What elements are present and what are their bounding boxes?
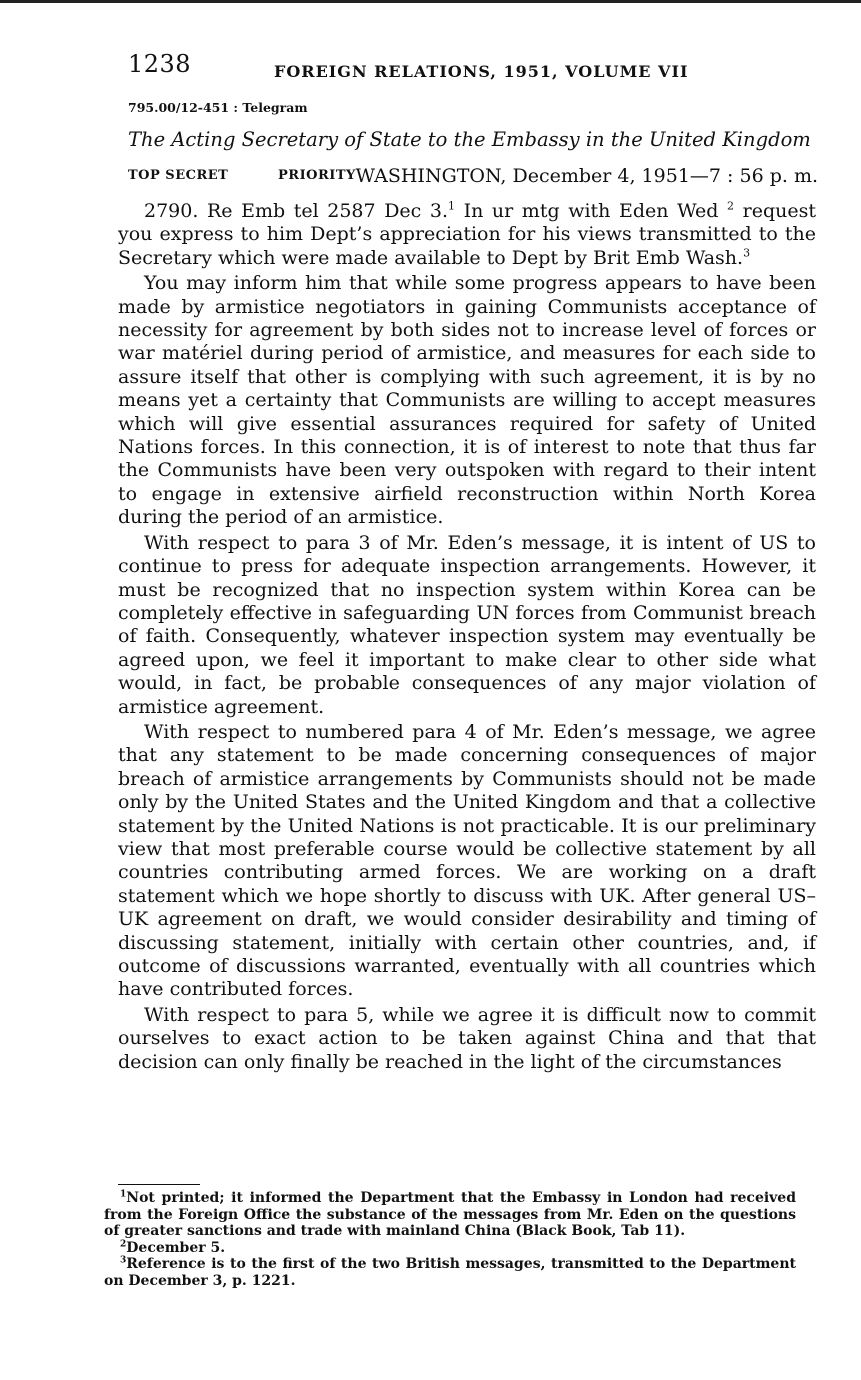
- footnote-1: [104, 1190, 796, 1240]
- footnotes: [104, 1190, 796, 1289]
- running-head: [128, 50, 818, 90]
- footnote-ref-2: 2: [727, 199, 735, 213]
- paragraph-1-part-a: 2790. Re Emb tel 2587 Dec 3.: [144, 200, 449, 222]
- footnote-2: [104, 1240, 796, 1257]
- paragraph-1: [118, 200, 816, 270]
- paragraph-1-part-b: In ur mtg with Eden Wed: [455, 200, 728, 222]
- paragraph-1-part-c: request you express to him Dept’s appreciation for his views transmitted to the Secretary which were made available to Dept by Brit Emb Wash.: [118, 200, 816, 269]
- page-number: 1238: [128, 50, 192, 78]
- paragraph-5: With respect to para 5, while we agree it is difficult now to commit ourselves to exact action to be taken against China and that that decision can only finally be reached in the light of the circumstances: [118, 1003, 816, 1073]
- footnote-1-mark: 1: [120, 1189, 127, 1200]
- footnote-2-mark: 2: [120, 1238, 127, 1249]
- classification-label: TOP SECRET: [128, 168, 229, 183]
- dateline: WASHINGTON, December 4, 1951—7 : 56 p. m.: [355, 165, 818, 187]
- footnote-ref-3: 3: [743, 246, 751, 260]
- running-title: FOREIGN RELATIONS, 1951, VOLUME VII: [274, 62, 689, 81]
- footnote-3-text: Reference is to the first of the two British messages, transmitted to the Department on December 3, p. 1221.: [104, 1256, 796, 1289]
- paragraph-4: With respect to numbered para 4 of Mr. Eden’s message, we agree that any statement to be made concerning consequences of major breach of armistice arrangements by Communists should not be made only by the United States and the United Kingdom and that a collective statement by the United Nations is not practicable. It is our preliminary view that most preferable course would be collective statement by all countries contributing armed forces. We are working on a draft statement which we hope shortly to discuss with UK. After general US–UK agreement on draft, we would consider desirability and timing of discussing statement, initially with certain other countries, and, if outcome of discussions warranted, eventually with all countries which have contributed forces.: [118, 720, 816, 1001]
- document-meta: [128, 165, 818, 198]
- page-top-edge: [0, 0, 861, 3]
- document-id: 795.00/12-451 : Telegram: [128, 100, 308, 115]
- document-title: The Acting Secretary of State to the Embassy in the United Kingdom: [128, 128, 811, 151]
- telegram-body: [118, 200, 816, 1076]
- footnote-3: [104, 1256, 796, 1289]
- footnote-divider: [118, 1184, 200, 1185]
- footnote-ref-1: 1: [448, 199, 456, 213]
- footnote-2-text: December 5.: [126, 1239, 226, 1256]
- footnote-3-mark: 3: [120, 1255, 127, 1266]
- footnote-1-text: Not printed; it informed the Department that the Embassy in London had received from the Foreign Office the substance of the messages from Mr. Eden on the questions of greater sanctions and trade with mainland China (Black Book, Tab 11).: [104, 1190, 796, 1239]
- paragraph-2: You may inform him that while some progress appears to have been made by armistice negotiators in gaining Communists acceptance of necessity for agreement by both sides not to increase level of forces or war matériel during period of armistice, and measures for each side to assure itself that other is complying with such agreement, it is by no means yet a certainty that Communists are willing to accept measures which will give essential assurances required for safety of United Nations forces. In this connection, it is of interest to note that thus far the Communists have been very outspoken with regard to their intent to engage in extensive airfield reconstruction within North Korea during the period of an armistice.: [118, 272, 816, 529]
- paragraph-3: With respect to para 3 of Mr. Eden’s message, it is intent of US to continue to press for adequate inspection arrangements. However, it must be recognized that no inspection system within Korea can be completely effective in safeguarding UN forces from Communist breach of faith. Consequently, whatever inspection system may eventually be agreed upon, we feel it important to make clear to other side what would, in fact, be probable consequences of any major violation of armistice agreement.: [118, 531, 816, 718]
- priority-label: PRIORITY: [278, 168, 356, 183]
